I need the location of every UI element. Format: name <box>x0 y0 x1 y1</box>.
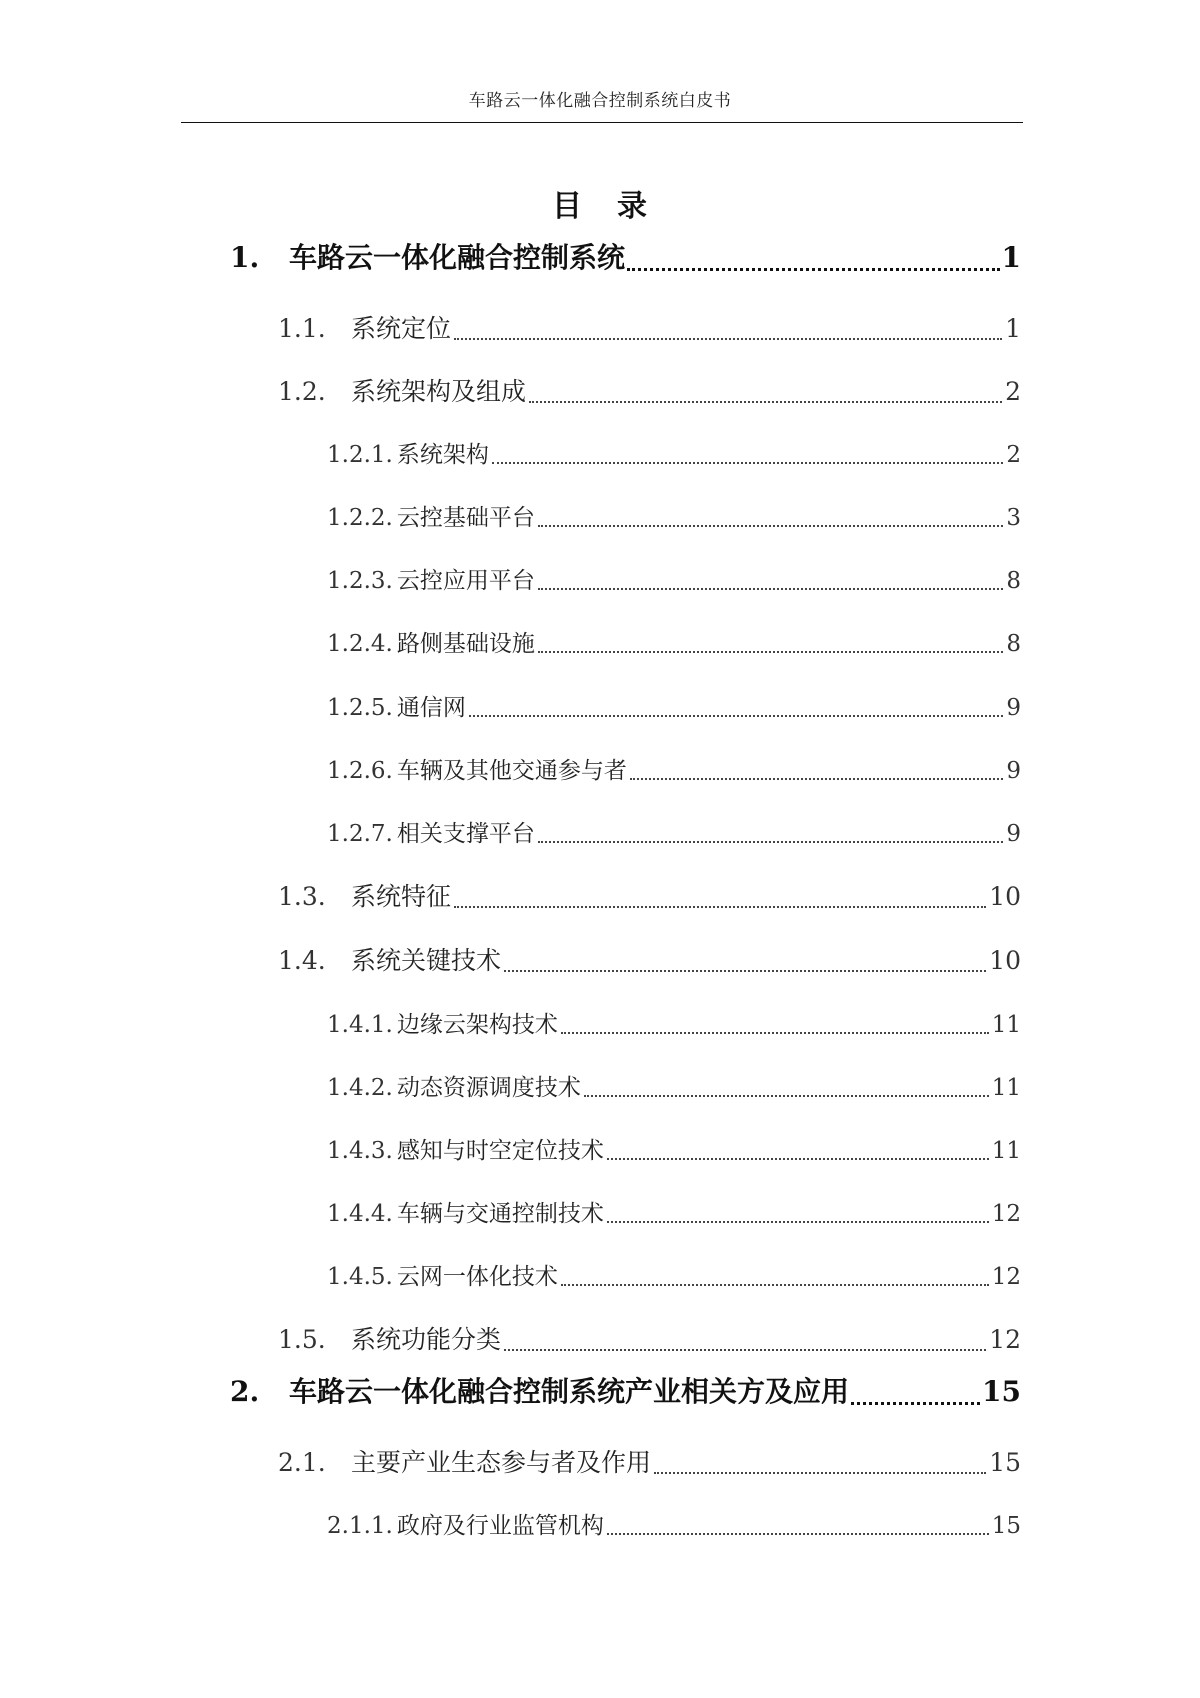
toc-leader-dots <box>538 525 1004 527</box>
toc-entry-page: 3 <box>1006 505 1021 531</box>
toc-leader-dots <box>492 462 1004 464</box>
toc-leader-dots <box>630 778 1004 780</box>
toc-entry-number: 1.4.1. <box>327 1012 393 1038</box>
toc-entry-1-2-2[interactable] <box>327 499 1021 532</box>
toc-entry-label: 路侧基础设施 <box>396 631 535 657</box>
toc-entry-page: 11 <box>991 1138 1021 1164</box>
toc-entry-1-2[interactable] <box>278 372 1021 408</box>
toc-entry-number: 1.2.2. <box>327 505 393 531</box>
toc-entry-number: 1.1. <box>278 314 326 343</box>
toc-entry-2-1[interactable] <box>278 1443 1021 1479</box>
toc-entry-page: 15 <box>991 1513 1021 1539</box>
toc-entry-1-4-3[interactable] <box>327 1132 1021 1165</box>
toc-leader-dots <box>607 1158 989 1160</box>
toc-title <box>0 181 1200 225</box>
toc-entry-number: 1.3. <box>278 882 326 911</box>
toc-entry-page: 12 <box>989 1325 1021 1354</box>
toc-entry-label: 系统架构及组成 <box>351 377 527 406</box>
toc-leader-dots <box>538 841 1004 843</box>
toc-entry-label: 相关支撑平台 <box>396 821 535 847</box>
toc-title-left: 目 <box>552 189 583 224</box>
toc-leader-dots <box>469 715 1004 717</box>
toc-entry-page: 2 <box>1006 442 1021 468</box>
toc-entry-number: 2.1.1. <box>327 1513 393 1539</box>
toc-entry-1-2-7[interactable] <box>327 815 1021 848</box>
toc-entry-2-1-1[interactable] <box>327 1507 1021 1540</box>
toc-entry-label: 系统架构 <box>396 442 489 468</box>
toc-leader-dots <box>529 401 1002 403</box>
toc-entry-number: 1. <box>230 241 260 274</box>
toc-entry-number: 1.4.5. <box>327 1264 393 1290</box>
toc-entry-page: 9 <box>1006 758 1021 784</box>
toc-entry-number: 1.4.3. <box>327 1138 393 1164</box>
running-header: 车路云一体化融合控制系统白皮书 <box>468 91 732 111</box>
toc-entry-label: 感知与时空定位技术 <box>396 1138 604 1164</box>
toc-entry-1[interactable] <box>230 236 1021 276</box>
toc-leader-dots <box>538 588 1004 590</box>
toc-entry-label: 边缘云架构技术 <box>396 1012 558 1038</box>
toc-entry-1-4[interactable] <box>278 941 1021 977</box>
toc-entry-1-2-5[interactable] <box>327 689 1021 722</box>
toc-entry-label: 云网一体化技术 <box>396 1264 558 1290</box>
toc-entry-page: 9 <box>1006 821 1021 847</box>
toc-leader-dots <box>851 1402 980 1405</box>
toc-entry-number: 1.2.3. <box>327 568 393 594</box>
toc-leader-dots <box>561 1284 989 1286</box>
toc-entry-number: 1.2.7. <box>327 821 393 847</box>
toc-entry-number: 2.1. <box>278 1448 326 1477</box>
toc-leader-dots <box>538 651 1004 653</box>
toc-entry-number: 1.2.6. <box>327 758 393 784</box>
toc-entry-label: 车路云一体化融合控制系统 <box>289 241 626 274</box>
toc-entry-label: 云控应用平台 <box>396 568 535 594</box>
toc-entry-page: 11 <box>991 1075 1021 1101</box>
toc-entry-1-1[interactable] <box>278 309 1021 345</box>
header-divider <box>181 122 1023 123</box>
toc-leader-dots <box>454 338 1002 340</box>
toc-entry-number: 1.5. <box>278 1325 326 1354</box>
toc-entry-label: 系统关键技术 <box>351 946 502 975</box>
toc-entry-1-2-4[interactable] <box>327 625 1021 658</box>
toc-entry-page: 9 <box>1006 695 1021 721</box>
toc-leader-dots <box>607 1533 989 1535</box>
toc-entry-1-4-1[interactable] <box>327 1006 1021 1039</box>
toc-entry-label: 车路云一体化融合控制系统产业相关方及应用 <box>289 1375 850 1408</box>
toc-entry-label: 主要产业生态参与者及作用 <box>351 1448 652 1477</box>
toc-leader-dots <box>607 1221 989 1223</box>
toc-entry-label: 云控基础平台 <box>396 505 535 531</box>
toc-entry-label: 系统定位 <box>351 314 452 343</box>
toc-entry-label: 车辆及其他交通参与者 <box>396 758 627 784</box>
toc-entry-page: 11 <box>991 1012 1021 1038</box>
toc-leader-dots <box>561 1032 989 1034</box>
toc-leader-dots <box>504 1349 986 1351</box>
toc-entry-page: 15 <box>982 1375 1021 1408</box>
toc-entry-page: 1 <box>1001 241 1021 274</box>
toc-leader-dots <box>627 268 1000 271</box>
toc-entry-page: 12 <box>991 1201 1021 1227</box>
toc-entry-1-4-5[interactable] <box>327 1258 1021 1291</box>
toc-entry-label: 系统特征 <box>351 882 452 911</box>
toc-entry-page: 12 <box>991 1264 1021 1290</box>
toc-entry-page: 1 <box>1005 314 1021 343</box>
toc-entry-number: 1.4.2. <box>327 1075 393 1101</box>
toc-entry-number: 1.2. <box>278 377 326 406</box>
toc-entry-label: 车辆与交通控制技术 <box>396 1201 604 1227</box>
toc-entry-label: 系统功能分类 <box>351 1325 502 1354</box>
toc-entry-1-3[interactable] <box>278 877 1021 913</box>
toc-entry-label: 通信网 <box>396 695 466 721</box>
toc-entry-page: 10 <box>989 946 1021 975</box>
toc-entry-1-4-4[interactable] <box>327 1195 1021 1228</box>
toc-entry-page: 8 <box>1006 568 1021 594</box>
toc-entry-label: 政府及行业监管机构 <box>396 1513 604 1539</box>
toc-leader-dots <box>654 1472 986 1474</box>
toc-entry-label: 动态资源调度技术 <box>396 1075 581 1101</box>
toc-entry-number: 1.4. <box>278 946 326 975</box>
toc-title-right: 录 <box>617 189 648 224</box>
toc-leader-dots <box>584 1095 989 1097</box>
toc-entry-number: 1.2.1. <box>327 442 393 468</box>
toc-leader-dots <box>454 906 986 908</box>
toc-leader-dots <box>504 970 986 972</box>
toc-entry-number: 1.2.4. <box>327 631 393 657</box>
toc-entry-number: 1.2.5. <box>327 695 393 721</box>
toc-entry-1-5[interactable] <box>278 1320 1021 1356</box>
toc-entry-page: 8 <box>1006 631 1021 657</box>
toc-entry-2[interactable] <box>230 1370 1021 1410</box>
toc-entry-1-2-1[interactable] <box>327 436 1021 469</box>
toc-entry-1-4-2[interactable] <box>327 1069 1021 1102</box>
toc-entry-page: 15 <box>989 1448 1021 1477</box>
toc-entry-page: 2 <box>1005 377 1021 406</box>
toc-entry-page: 10 <box>989 882 1021 911</box>
toc-entry-1-2-3[interactable] <box>327 562 1021 595</box>
toc-entry-number: 1.4.4. <box>327 1201 393 1227</box>
toc-entry-number: 2. <box>230 1375 260 1408</box>
toc-entry-1-2-6[interactable] <box>327 752 1021 785</box>
